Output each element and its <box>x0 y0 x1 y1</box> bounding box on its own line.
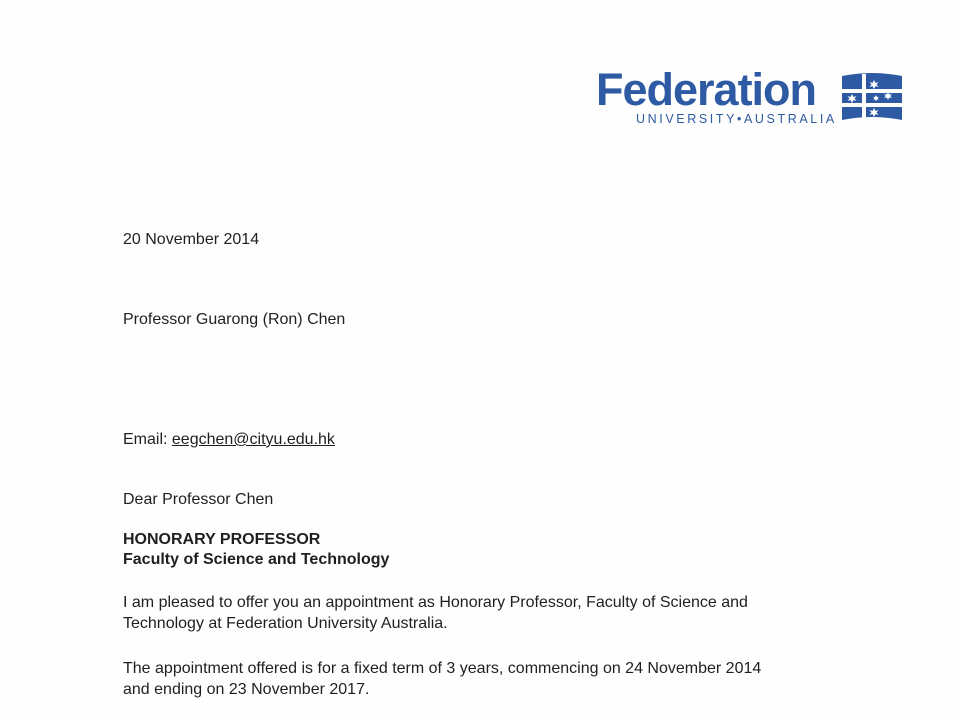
term-paragraph-line: and ending on 23 November 2017. <box>123 681 370 698</box>
email-link[interactable]: eegchen@cityu.edu.hk <box>171 431 335 448</box>
southern-cross-flag-icon <box>840 70 904 126</box>
term-paragraph-line: The appointment offered is for a fixed term of 3 years, commencing on 24 November 2014 <box>123 660 762 677</box>
faculty-title: Faculty of Science and Technology <box>123 551 390 568</box>
email-label: Email: <box>123 431 168 448</box>
offer-paragraph-line: Technology at Federation University Australia. <box>123 615 448 632</box>
federation-university-logo <box>596 66 908 130</box>
email-line <box>123 429 335 450</box>
logo-wordmark: Federation <box>596 64 817 115</box>
term-paragraph <box>123 658 761 700</box>
letter-date: 20 November 2014 <box>123 231 260 248</box>
offer-paragraph-line: I am pleased to offer you an appointment as Honorary Professor, Faculty of Science and <box>123 594 748 611</box>
position-title: HONORARY PROFESSOR <box>123 531 321 548</box>
salutation: Dear Professor Chen <box>123 491 274 508</box>
offer-paragraph <box>123 592 748 634</box>
logo-subtitle: UNIVERSITY•AUSTRALIA <box>636 112 837 126</box>
recipient-name: Professor Guarong (Ron) Chen <box>123 311 346 328</box>
